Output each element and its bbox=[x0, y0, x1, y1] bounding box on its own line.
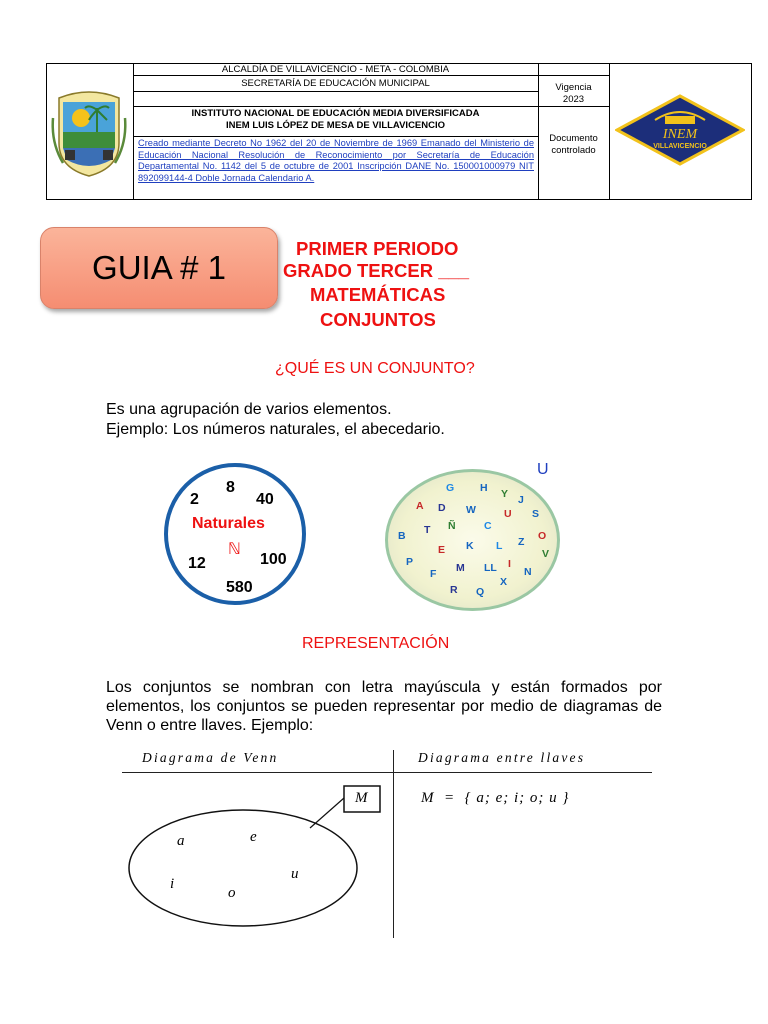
venn-element: i bbox=[170, 876, 175, 892]
definition-line-2: Ejemplo: Los números naturales, el abecedario. bbox=[106, 421, 445, 438]
venn-element: o bbox=[228, 885, 236, 901]
braces-notation: M = { a; e; i; o; u } bbox=[421, 790, 570, 806]
set-letter: X bbox=[500, 576, 508, 588]
guide-number: GUIA # 1 bbox=[92, 249, 226, 286]
set-letter: O bbox=[538, 530, 547, 542]
title-topic: CONJUNTOS bbox=[320, 309, 436, 330]
table-rule bbox=[122, 772, 652, 773]
title-period: PRIMER PERIODO bbox=[296, 238, 459, 259]
question-heading: ¿QUÉ ES UN CONJUNTO? bbox=[275, 360, 475, 377]
set-number: 100 bbox=[260, 551, 287, 568]
divider bbox=[133, 91, 538, 92]
alphabet-set bbox=[385, 469, 560, 611]
set-letter: F bbox=[430, 568, 437, 580]
guide-number-box bbox=[40, 227, 278, 309]
naturales-label: Naturales bbox=[192, 515, 265, 532]
set-number: 8 bbox=[226, 479, 235, 496]
vigencia-year: 2023 bbox=[562, 94, 585, 105]
naturals-symbol: ℕ bbox=[228, 541, 241, 558]
set-letter: C bbox=[484, 520, 492, 532]
set-letter: T bbox=[424, 524, 431, 536]
logo-text: INEM bbox=[662, 127, 698, 142]
venn-element: a bbox=[177, 833, 185, 849]
legal-info-link[interactable]: Creado mediante Decreto No 1962 del 20 de Noviembre de 1969 Emanado del Ministerio de Educación Nacional Resolución de Reconocimiento por Secretaría de Educación Departamental No. 1142 del 5 de octubre de 2001 Inscripción DANE No. 150001000979 NIT 892099144-4 Doble Jornada Calendario A. bbox=[138, 138, 534, 183]
set-letter: P bbox=[406, 556, 414, 568]
inem-logo bbox=[615, 94, 745, 166]
set-number: 580 bbox=[226, 579, 253, 596]
set-letter: J bbox=[518, 494, 524, 506]
divider bbox=[133, 75, 609, 76]
set-letter: K bbox=[466, 540, 474, 552]
divider bbox=[133, 106, 609, 107]
set-letter: N bbox=[524, 566, 532, 578]
institution-name: INSTITUTO NACIONAL DE EDUCACIÓN MEDIA DIVERSIFICADA bbox=[191, 108, 480, 119]
set-letter: U bbox=[504, 508, 512, 520]
set-letter: M bbox=[456, 562, 465, 574]
representation-text: Los conjuntos se nombran con letra mayúscula y están formados por elementos, los conjuntos se pueden representar por medio de diagramas de Venn o entre llaves. Ejemplo: bbox=[106, 679, 662, 734]
documento-label: Documento bbox=[549, 133, 598, 144]
set-letter: S bbox=[532, 508, 540, 520]
braces-column-heading: Diagrama entre llaves bbox=[418, 750, 586, 765]
set-letter: LL bbox=[484, 562, 497, 574]
set-letter: G bbox=[446, 482, 455, 494]
controlado-label: controlado bbox=[551, 145, 596, 156]
logo-subtext: VILLAVICENCIO bbox=[653, 143, 707, 150]
set-letter: E bbox=[438, 544, 446, 556]
set-letter: R bbox=[450, 584, 458, 596]
set-letter: Y bbox=[501, 488, 509, 500]
set-letter: B bbox=[398, 530, 406, 542]
natural-numbers-set bbox=[164, 463, 306, 605]
divider bbox=[133, 136, 538, 137]
city-seal-logo bbox=[51, 88, 127, 178]
venn-element: e bbox=[250, 829, 257, 845]
set-letter: L bbox=[496, 540, 503, 552]
header-line-2: SECRETARÍA DE EDUCACIÓN MUNICIPAL bbox=[241, 78, 430, 89]
representation-heading: REPRESENTACIÓN bbox=[302, 635, 450, 652]
title-grade: GRADO TERCER ___ bbox=[283, 260, 470, 281]
set-number: 2 bbox=[190, 491, 199, 508]
venn-element: u bbox=[291, 866, 299, 882]
definition-line-1: Es una agrupación de varios elementos. bbox=[106, 401, 392, 418]
set-letter: Z bbox=[518, 536, 525, 548]
set-letter: V bbox=[542, 548, 550, 560]
set-letter: H bbox=[480, 482, 488, 494]
institution-subname: INEM LUIS LÓPEZ DE MESA DE VILLAVICENCIO bbox=[225, 120, 446, 131]
venn-diagram bbox=[120, 780, 392, 940]
set-number: 40 bbox=[256, 491, 274, 508]
venn-column-heading: Diagrama de Venn bbox=[142, 750, 279, 765]
set-letter: Ñ bbox=[448, 520, 456, 532]
vigencia-label: Vigencia bbox=[555, 82, 592, 93]
header-table bbox=[46, 63, 752, 200]
set-name-label: M bbox=[355, 790, 368, 806]
header-line-1: ALCALDÍA DE VILLAVICENCIO - META - COLOMBIA bbox=[221, 64, 450, 75]
title-subject: MATEMÁTICAS bbox=[310, 284, 446, 305]
universe-symbol: U bbox=[537, 461, 549, 478]
set-letter: Q bbox=[476, 586, 485, 598]
set-letter: D bbox=[438, 502, 446, 514]
divider bbox=[609, 64, 610, 199]
set-letter: W bbox=[466, 504, 476, 516]
set-letter: A bbox=[416, 500, 424, 512]
set-number: 12 bbox=[188, 555, 206, 572]
set-letter: I bbox=[508, 558, 511, 570]
table-divider bbox=[393, 750, 394, 938]
